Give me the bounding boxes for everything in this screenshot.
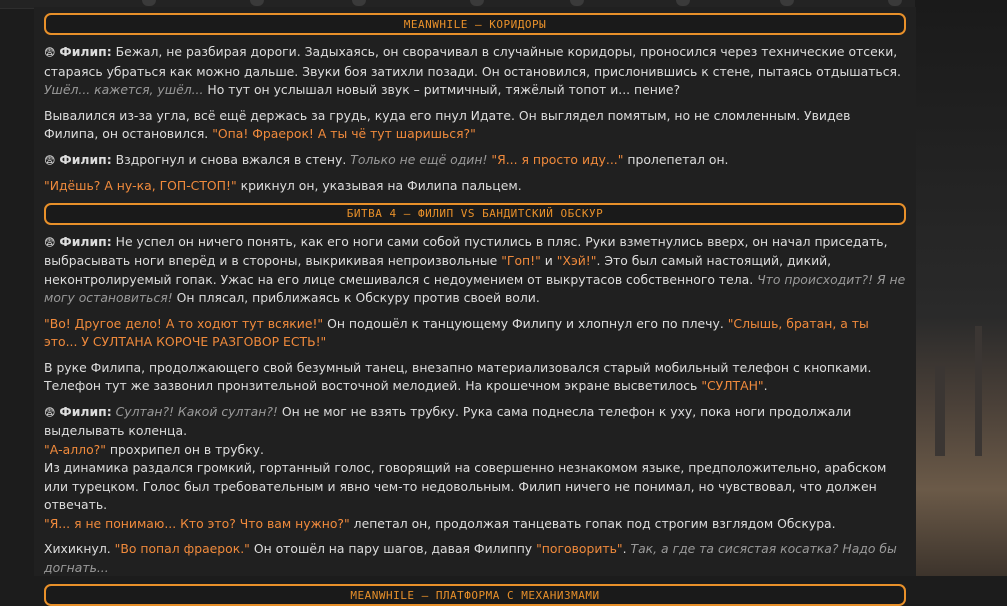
narration: Но тут он услышал новый звук – ритмичный, тяжёлый топот и... пение?: [207, 82, 681, 97]
story-paragraph: [44, 177, 906, 196]
toolbar-icon[interactable]: [352, 0, 366, 6]
dialogue-quote: "Хэй!": [556, 253, 597, 268]
narration: В руке Филипа, продолжающего свой безумный танец, внезапно материализовался старый мобильный телефон с кнопками. Телефон тут же зазвонил пронзительной восточной мелодией. На крошечном экране высветилось: [44, 359, 872, 393]
scene-banner: MEANWHILE – КОРИДОРЫ: [44, 13, 906, 35]
narration: Он не мог не взять трубку. Рука сама поднесла телефон к уху, пока ноги продолжали выделывать коленца.: [44, 403, 852, 438]
toolbar-icon[interactable]: [470, 0, 484, 6]
dialogue-quote: "Я... я не понимаю... Кто это? Что вам нужно?": [44, 515, 350, 531]
story-paragraph: [44, 540, 906, 577]
dialogue-quote: "Во! Другое дело! А то ходют тут всякие!": [44, 315, 324, 331]
tower-silhouette: [935, 366, 945, 456]
speaker-name: Филип:: [59, 403, 112, 419]
narration: лепетал он, продолжая танцевать гопак под строгим взглядом Обскура.: [353, 515, 836, 531]
story-paragraph: [44, 459, 906, 533]
scared-face-icon: 😨: [44, 405, 56, 419]
toolbar-icon[interactable]: [142, 0, 156, 6]
narration: пролепетал он.: [627, 151, 729, 167]
thought: Только не ещё один!: [350, 151, 488, 167]
scared-face-icon: 😨: [44, 153, 56, 167]
scared-face-icon: 😨: [44, 46, 56, 59]
narration: и: [544, 253, 553, 268]
story-paragraph: [44, 233, 906, 308]
dialogue-quote: "СУЛТАН": [701, 378, 764, 393]
thought: Султан?! Какой султан?!: [115, 403, 278, 419]
background-scenery: [915, 0, 1007, 576]
thought: Так, а где та сисястая косатка? Надо бы догнать...: [44, 541, 897, 575]
narration: прохрипел он в трубку.: [109, 441, 264, 457]
story-paragraph: [44, 315, 906, 352]
speaker-name: Филип:: [59, 233, 112, 249]
toolbar-icon[interactable]: [888, 0, 902, 6]
narration: Он отошёл на пару шагов, давая Филиппу: [253, 541, 533, 556]
narration: Хихикнул.: [44, 541, 111, 556]
thought: Ушёл... кажется, ушёл...: [44, 82, 204, 97]
thought: Что происходит?! Я не могу остановиться!: [44, 271, 906, 305]
story-paragraph: [44, 107, 906, 144]
dialogue-quote: "Во попал фраерок.": [114, 541, 250, 556]
narration: Вздрогнул и снова вжался в стену.: [115, 151, 347, 167]
scene-banner: БИТВА 4 – ФИЛИП VS БАНДИТСКИЙ ОБСКУР: [44, 203, 906, 225]
narration: .: [763, 378, 768, 393]
narration: . Это был самый настоящий, дикий, неконтролируемый гопак. Ужас на его лице смешивался с недоумением от выкрутасов собственного тела.: [44, 253, 832, 287]
narration: Из динамика раздался громкий, гортанный голос, говорящий на совершенно незнакомом языке, предположительно, арабском или турецком. Голос был требовательным и явно чем-то недовольным. Филип ничего не понимал, но чувствовал, что должен отвечать.: [44, 460, 887, 512]
toolbar-icon[interactable]: [780, 0, 794, 6]
story-paragraph: [44, 43, 906, 100]
scared-face-icon: 😨: [44, 235, 56, 249]
toolbar-icon[interactable]: [250, 0, 264, 6]
dialogue-quote: "Я... я просто иду...": [491, 151, 624, 167]
narration: Бежал, не разбирая дороги. Задыхаясь, он сворачивал в случайные коридоры, проносился через технические отсеки, стараясь убраться как можно дальше. Звуки боя затихли позади. Он остановился, прислонившись к стене, пытаясь отдышаться.: [44, 44, 901, 79]
narration: .: [622, 541, 627, 556]
narration: крикнул он, указывая на Филипа пальцем.: [240, 178, 522, 193]
scene-banner: MEANWHILE – ПЛАТФОРМА С МЕХАНИЗМАМИ: [44, 584, 906, 606]
speaker-name: Филип:: [59, 151, 112, 167]
story-paragraph: [44, 151, 906, 171]
dialogue-quote: "Слышь, братан, а ты это... У СУЛТАНА КОРОЧЕ РАЗГОВОР ЕСТЬ!": [44, 315, 869, 349]
toolbar-icon[interactable]: [676, 0, 690, 6]
narration: Он плясал, приближаясь к Обскуру против своей воли.: [176, 290, 540, 305]
story-paragraph: [44, 359, 906, 396]
message-content: [34, 7, 916, 602]
tower-silhouette: [975, 326, 982, 456]
dialogue-quote: "Идёшь? А ну-ка, ГОП-СТОП!": [44, 178, 237, 193]
narration: Вывалился из-за угла, всё ещё держась за грудь, куда его пнул Идате. Он выглядел помятым, но не сломленным. Увидев Филипа, он остановился.: [44, 107, 851, 141]
dialogue-quote: "поговорить": [536, 541, 623, 556]
dialogue-quote: "Опа! Фраерок! А ты чё тут шаришься?": [212, 126, 476, 141]
dialogue-quote: "Гоп!": [501, 253, 541, 268]
toolbar-icon[interactable]: [570, 0, 584, 6]
speaker-name: Филип:: [59, 44, 112, 59]
narration: Не успел он ничего понять, как его ноги сами собой пустились в пляс. Руки взметнулись вверх, он начал приседать, выбрасывать ноги вперёд и в стороны, выкрикивая непроизвольные: [44, 233, 888, 268]
story-paragraph: [44, 403, 906, 460]
dialogue-quote: "А-алло?": [44, 441, 106, 457]
narration: Он подошёл к танцующему Филипу и хлопнул его по плечу.: [327, 315, 724, 331]
